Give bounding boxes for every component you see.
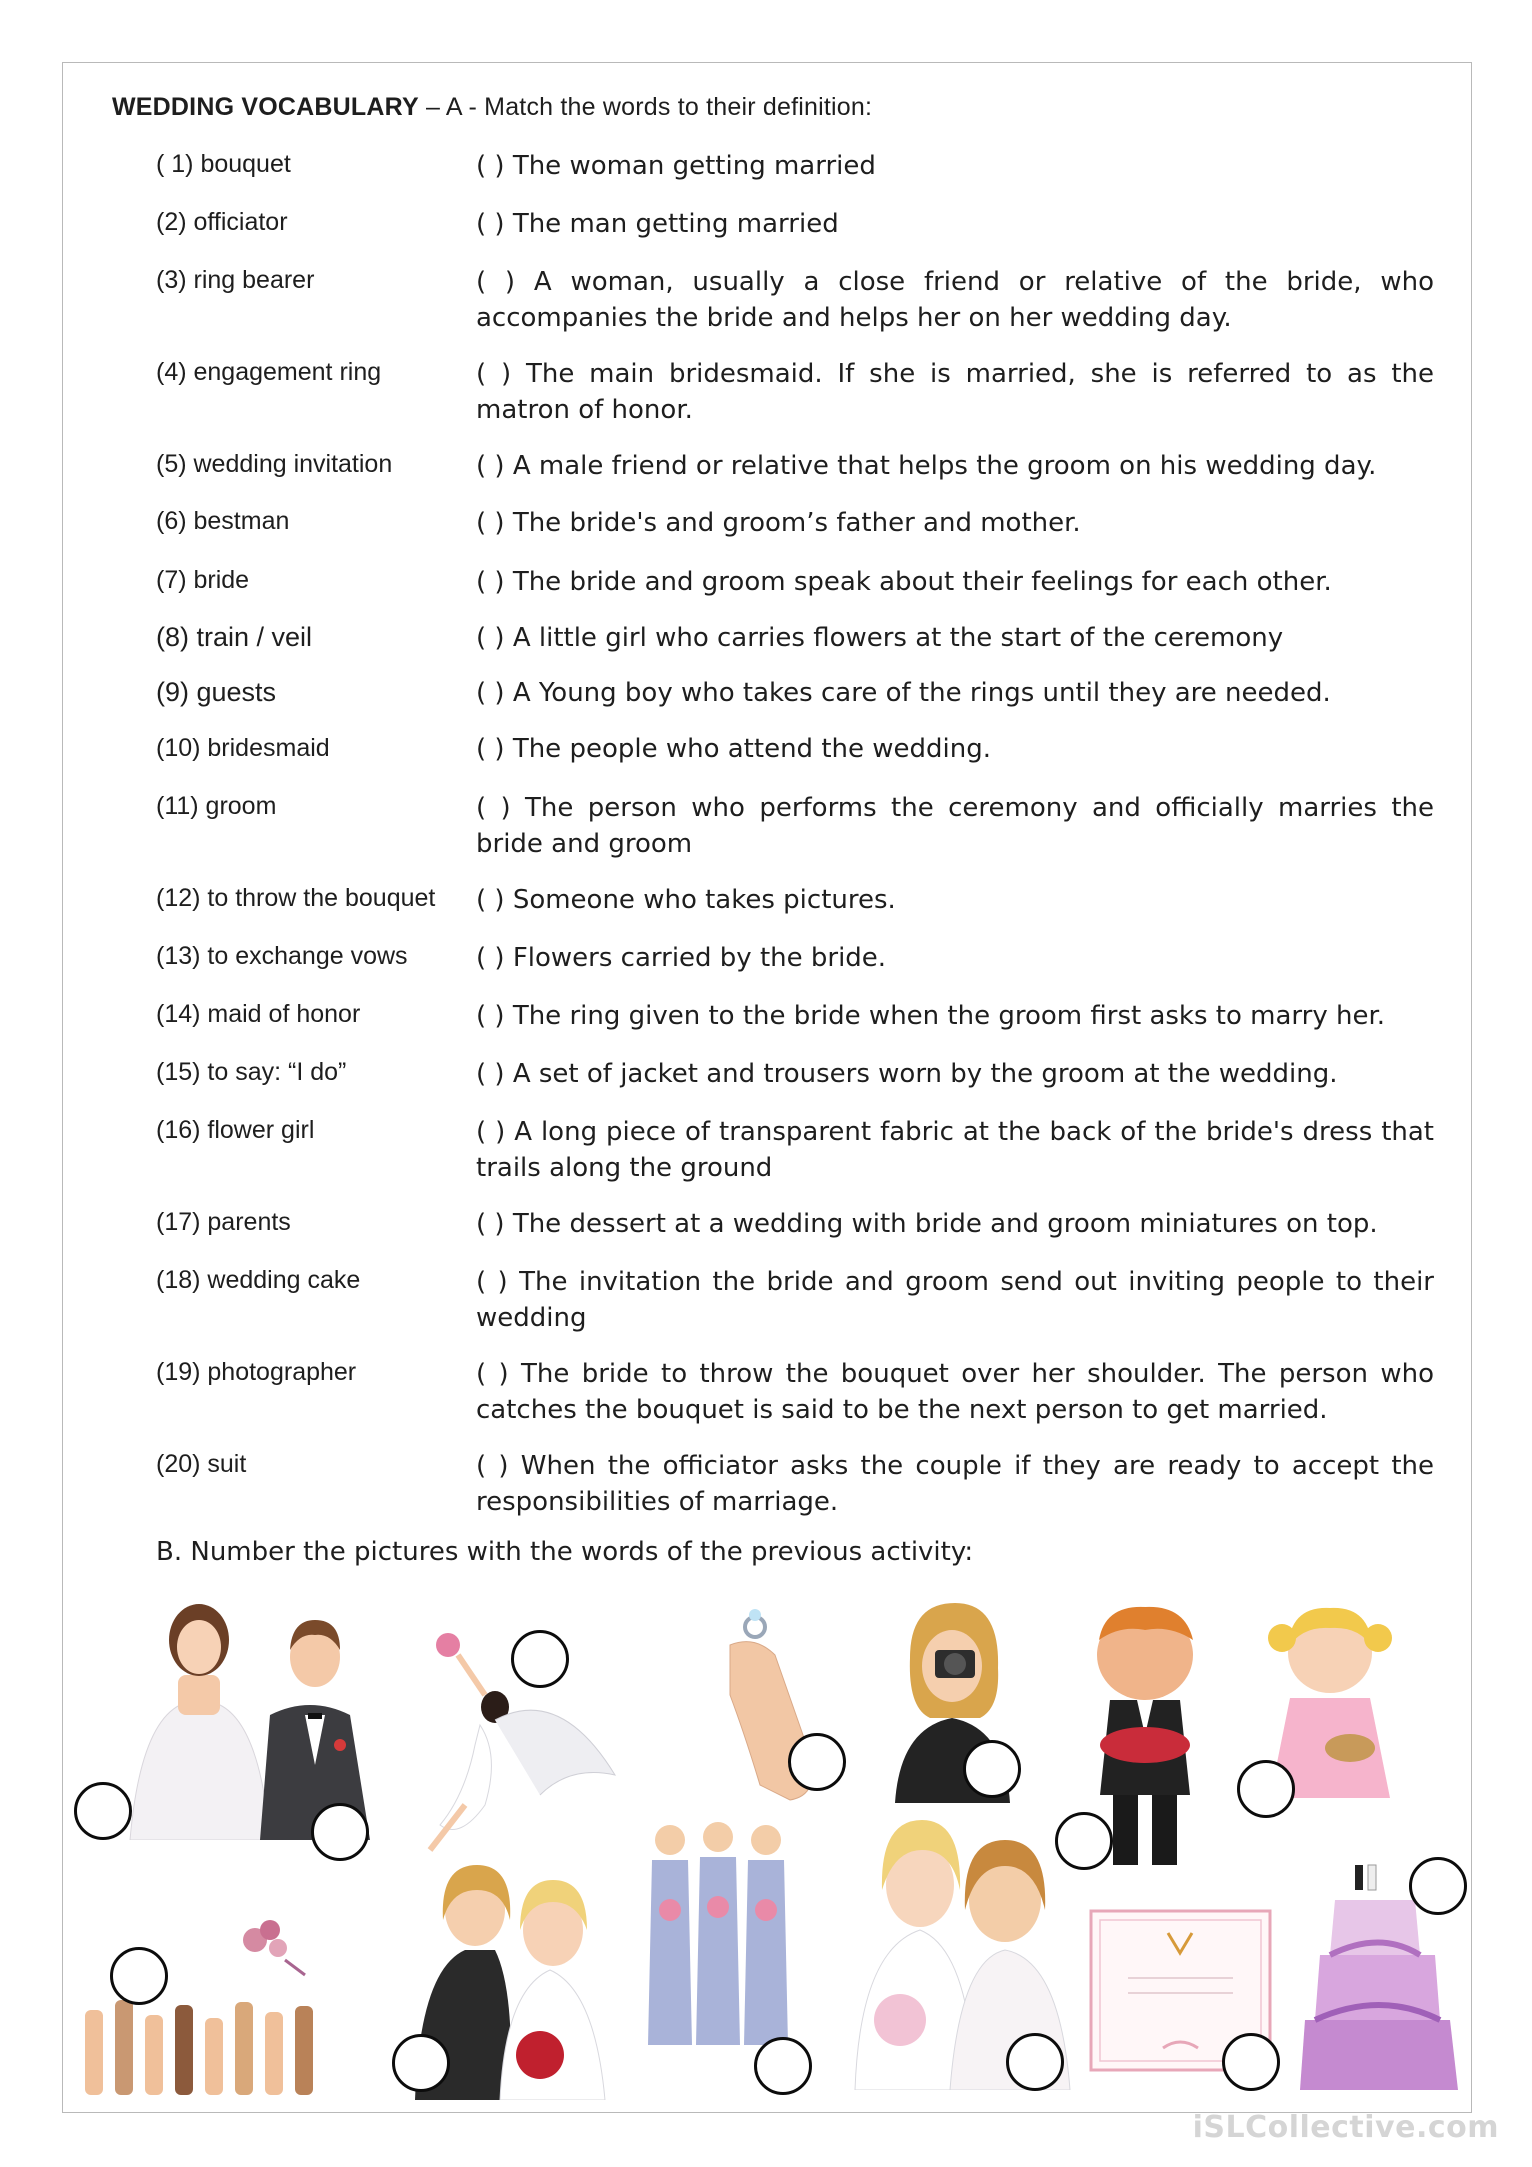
word-item: (16) flower girl xyxy=(156,1116,315,1144)
word-item: (19) photographer xyxy=(156,1358,357,1386)
word-item: (4) engagement ring xyxy=(156,358,382,386)
answer-circle[interactable] xyxy=(110,1947,168,2005)
answer-circle[interactable] xyxy=(392,2034,450,2092)
answer-circle[interactable] xyxy=(74,1782,132,1840)
word-item: (11) groom xyxy=(156,792,277,820)
word-item: (15) to say: “I do” xyxy=(156,1058,347,1086)
word-item: (7) bride xyxy=(156,566,250,594)
definition-item: ( ) The bride to throw the bouquet over her shoulder. The person who catches the bouquet is said to be the next person to get married. xyxy=(476,1359,1434,1425)
answer-circle[interactable] xyxy=(1222,2033,1280,2091)
answer-circle[interactable] xyxy=(1409,1857,1467,1915)
answer-circle[interactable] xyxy=(1006,2033,1064,2091)
word-item: (9) guests xyxy=(156,677,277,707)
answer-circle[interactable] xyxy=(754,2037,812,2095)
word-item: (3) ring bearer xyxy=(156,266,315,294)
title-bold: WEDDING VOCABULARY xyxy=(112,93,419,121)
word-item: (12) to throw the bouquet xyxy=(156,884,436,912)
definition-item: ( ) The bride's and groom’s father and mother. xyxy=(476,508,1081,538)
word-item: ( 1) bouquet xyxy=(156,150,291,178)
definition-item: ( ) A male friend or relative that helps the groom on his wedding day. xyxy=(476,451,1377,481)
word-item: (5) wedding invitation xyxy=(156,450,393,478)
definition-item: ( ) A woman, usually a close friend or relative of the bride, who accompanies the bride and helps her on her wedding day. xyxy=(476,267,1434,333)
definition-item: ( ) The dessert at a wedding with bride and groom miniatures on top. xyxy=(476,1209,1378,1239)
definition-item: ( ) A long piece of transparent fabric at the back of the bride's dress that trails along the ground xyxy=(476,1117,1434,1183)
answer-circle[interactable] xyxy=(1237,1760,1295,1818)
definition-item: ( ) The bride and groom speak about their feelings for each other. xyxy=(476,567,1332,597)
answer-circle[interactable] xyxy=(788,1733,846,1791)
definition-item: ( ) A little girl who carries flowers at the start of the ceremony xyxy=(476,623,1284,653)
definition-item: ( ) When the officiator asks the couple if they are ready to accept the responsibilities of marriage. xyxy=(476,1451,1434,1517)
definition-item: ( ) The main bridesmaid. If she is married, she is referred to as the matron of honor. xyxy=(476,359,1434,425)
worksheet-title xyxy=(112,93,872,122)
definition-item: ( ) Someone who takes pictures. xyxy=(476,885,896,915)
definition-item: ( ) Flowers carried by the bride. xyxy=(476,943,887,973)
word-item: (20) suit xyxy=(156,1450,247,1478)
word-item: (2) officiator xyxy=(156,208,288,236)
answer-circle[interactable] xyxy=(511,1630,569,1688)
word-item: (18) wedding cake xyxy=(156,1266,361,1294)
guests-illustration xyxy=(80,1900,335,2095)
title-rest: – A - Match the words to their definition: xyxy=(418,93,873,121)
watermark: iSLCollective.com xyxy=(1192,2110,1499,2145)
definition-item: ( ) The person who performs the ceremony and officially marries the bride and groom xyxy=(476,793,1434,859)
bride-groom-illustration xyxy=(110,1595,400,1840)
word-item: (14) maid of honor xyxy=(156,1000,361,1028)
word-item: (17) parents xyxy=(156,1208,291,1236)
definition-item: ( ) The man getting married xyxy=(476,209,839,239)
word-item: (10) bridesmaid xyxy=(156,734,330,762)
definition-item: ( ) The ring given to the bride when the groom first asks to marry her. xyxy=(476,1001,1386,1031)
word-item: (13) to exchange vows xyxy=(156,942,408,970)
definition-item: ( ) The invitation the bride and groom send out inviting people to their wedding xyxy=(476,1267,1434,1333)
answer-circle[interactable] xyxy=(311,1803,369,1861)
definition-item: ( ) The people who attend the wedding. xyxy=(476,734,991,764)
definition-item: ( ) The woman getting married xyxy=(476,151,876,181)
definition-item: ( ) A Young boy who takes care of the rings until they are needed. xyxy=(476,678,1331,708)
part-b-instruction: B. Number the pictures with the words of the previous activity: xyxy=(156,1537,974,1567)
word-item: (6) bestman xyxy=(156,507,290,535)
word-item: (8) train / veil xyxy=(156,622,313,652)
answer-circle[interactable] xyxy=(1055,1812,1113,1870)
definition-item: ( ) A set of jacket and trousers worn by the groom at the wedding. xyxy=(476,1059,1338,1089)
answer-circle[interactable] xyxy=(963,1740,1021,1798)
